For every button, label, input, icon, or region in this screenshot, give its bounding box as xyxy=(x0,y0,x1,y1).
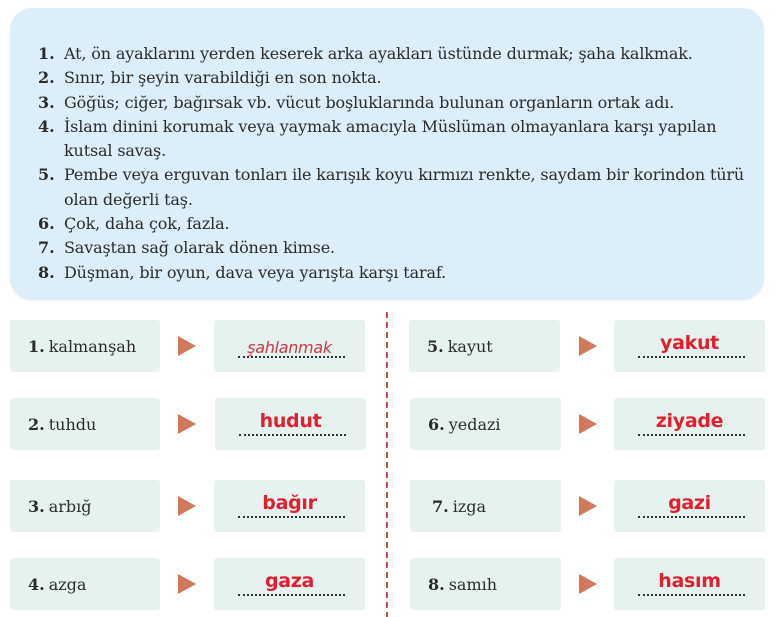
answer-text: bağır xyxy=(262,492,317,514)
definition-number: 6. xyxy=(38,214,55,234)
definition-number: 8. xyxy=(38,262,55,282)
definition-number: 4. xyxy=(38,116,55,136)
puzzle-number: 6. xyxy=(428,414,445,434)
answer-text: hudut xyxy=(259,410,322,432)
answer-card[interactable] xyxy=(214,558,365,610)
scrambled-word: izga xyxy=(452,496,487,516)
definition-item xyxy=(38,66,763,90)
definition-text: Çok, daha çok, fazla. xyxy=(64,214,230,234)
definition-number: 1. xyxy=(38,44,55,63)
scrambled-word-card xyxy=(410,480,561,532)
arrow-right-icon xyxy=(579,414,597,434)
definition-number: 5. xyxy=(38,165,55,185)
arrow-right-icon xyxy=(579,574,597,594)
definitions-list xyxy=(38,42,763,285)
definition-text: Sınır, bir şeyin varabildiği en son nokta. xyxy=(64,68,382,88)
answer-card[interactable] xyxy=(614,558,765,610)
definition-item xyxy=(38,212,763,236)
answer-text: yakut xyxy=(660,332,719,354)
scrambled-word-card xyxy=(10,320,160,372)
scrambled-word-card xyxy=(410,398,561,450)
answer-card[interactable] xyxy=(614,398,765,450)
arrow-right-icon xyxy=(178,574,196,594)
answer-card[interactable] xyxy=(214,480,365,532)
answer-text: hasım xyxy=(658,570,721,592)
definition-item xyxy=(38,163,763,212)
definition-item xyxy=(38,261,763,285)
scrambled-word: kalmanşah xyxy=(48,336,137,356)
answer-text: gazi xyxy=(668,492,711,514)
definition-text: Pembe veya erguvan tonları ile karışık koyu kırmızı renkte, saydam bir korindon türü olan değerli taş. xyxy=(64,165,745,209)
definition-number: 7. xyxy=(38,238,55,258)
definition-text: At, ön ayaklarını yerden keserek arka ayakları üstünde durmak; şaha kalkmak. xyxy=(64,44,693,63)
puzzle-number: 2. xyxy=(28,414,45,434)
scrambled-word: arbığ xyxy=(48,496,92,516)
definition-text: İslam dinini korumak veya yaymak amacıyla Müslüman olmayanlara karşı yapılan kutsal savaş. xyxy=(64,116,717,161)
definition-item xyxy=(38,115,763,164)
answer-blank-line xyxy=(238,516,345,518)
definition-text: Düşman, bir oyun, dava veya yarışta karşı taraf. xyxy=(64,262,446,282)
scrambled-word-card xyxy=(10,398,160,450)
scrambled-word-card xyxy=(10,558,160,610)
arrow-right-icon xyxy=(178,414,196,434)
arrow-right-icon xyxy=(579,496,597,516)
answer-blank-line xyxy=(638,516,745,518)
answer-blank-line xyxy=(238,594,345,596)
column-divider xyxy=(386,312,388,617)
arrow-right-icon xyxy=(178,496,196,516)
arrow-right-icon xyxy=(579,336,597,356)
definition-text: Göğüs; ciğer, bağırsak vb. vücut boşluklarında bulunan organların ortak adı. xyxy=(64,92,675,112)
scrambled-word: azga xyxy=(48,574,87,594)
arrow-right-icon xyxy=(178,336,196,356)
definition-text: Savaştan sağ olarak dönen kimse. xyxy=(64,238,335,258)
puzzle-number: 3. xyxy=(28,496,45,516)
answer-card[interactable] xyxy=(215,398,366,450)
puzzle-number: 4. xyxy=(28,574,45,594)
definition-item xyxy=(38,236,763,260)
scrambled-word-card xyxy=(410,558,561,610)
scrambled-word: yedazi xyxy=(448,414,501,434)
answer-blank-line xyxy=(638,356,745,358)
puzzle-number: 7. xyxy=(432,496,449,516)
definition-item xyxy=(38,42,763,66)
answer-card[interactable] xyxy=(614,480,765,532)
scrambled-word-card xyxy=(10,480,160,532)
answer-text: gaza xyxy=(264,570,315,592)
scrambled-word-card xyxy=(409,320,560,372)
answer-card[interactable] xyxy=(214,320,365,372)
puzzle-number: 1. xyxy=(28,336,45,356)
scrambled-word: tuhdu xyxy=(48,414,97,434)
answer-card[interactable] xyxy=(614,320,765,372)
definition-number: 2. xyxy=(38,68,55,88)
answer-blank-line xyxy=(638,594,745,596)
answer-text: şahlanmak xyxy=(247,338,332,357)
puzzle-number: 8. xyxy=(428,574,445,594)
definition-number: 3. xyxy=(38,92,55,112)
answer-text: ziyade xyxy=(655,410,724,432)
definition-item xyxy=(38,91,763,115)
puzzle-number: 5. xyxy=(427,336,444,356)
scrambled-word: samıh xyxy=(448,574,498,594)
definitions-panel xyxy=(10,8,764,300)
answer-blank-line xyxy=(638,434,745,436)
scrambled-word: kayut xyxy=(447,336,493,356)
answer-blank-line xyxy=(239,434,346,436)
